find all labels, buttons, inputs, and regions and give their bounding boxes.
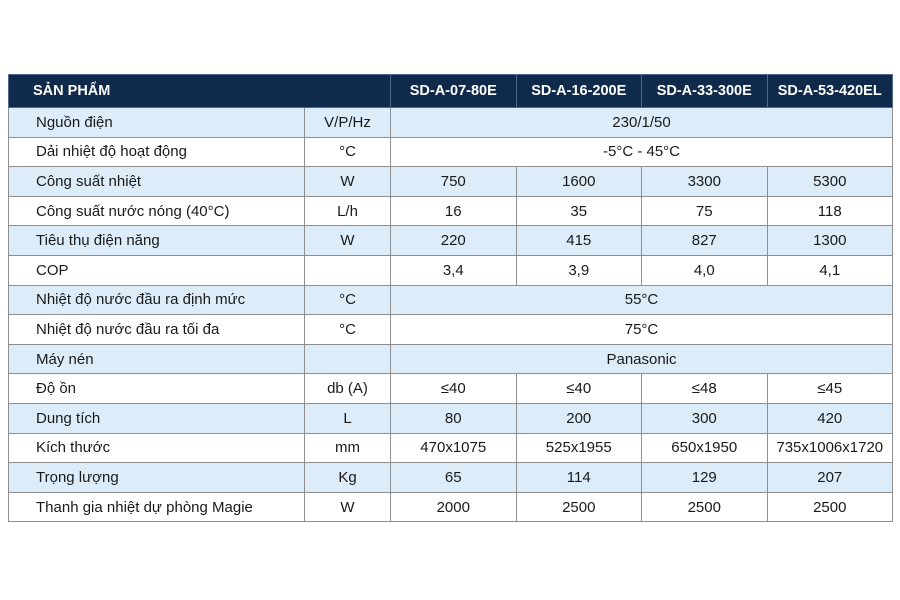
spec-merged-value-cell: 75°C [391,315,893,345]
spec-value-cell: 129 [642,463,768,493]
table-row [9,285,893,315]
spec-unit-cell: W [305,226,391,256]
spec-name-cell: Trọng lượng [9,463,305,493]
table-row [9,167,893,197]
spec-sheet [8,74,892,522]
spec-unit-cell: °C [305,137,391,167]
table-row [9,463,893,493]
header-row [9,75,893,108]
table-body [9,108,893,522]
spec-value-cell: ≤40 [391,374,517,404]
spec-value-cell: 220 [391,226,517,256]
spec-unit-cell: db (A) [305,374,391,404]
spec-merged-value-cell: Panasonic [391,344,893,374]
spec-unit-cell: L/h [305,196,391,226]
spec-unit-cell: °C [305,285,391,315]
spec-value-cell: 470x1075 [391,433,517,463]
spec-name-cell: Tiêu thụ điện năng [9,226,305,256]
spec-value-cell: 4,0 [642,255,768,285]
spec-name-cell: Kích thước [9,433,305,463]
header-model-3: SD-A-33-300E [642,75,768,108]
table-row [9,344,893,374]
spec-value-cell: 415 [516,226,642,256]
spec-value-cell: 750 [391,167,517,197]
table-row [9,108,893,138]
spec-name-cell: Độ ồn [9,374,305,404]
spec-value-cell: 75 [642,196,768,226]
table-row [9,315,893,345]
spec-value-cell: 3,9 [516,255,642,285]
spec-name-cell: Nhiệt độ nước đầu ra tối đa [9,315,305,345]
spec-value-cell: 2500 [767,492,893,522]
spec-value-cell: 80 [391,403,517,433]
spec-unit-cell: mm [305,433,391,463]
table-row [9,255,893,285]
spec-name-cell: Thanh gia nhiệt dự phòng Magie [9,492,305,522]
table-row [9,403,893,433]
header-model-4: SD-A-53-420EL [767,75,893,108]
spec-merged-value-cell: 230/1/50 [391,108,893,138]
spec-value-cell: 16 [391,196,517,226]
spec-value-cell: 525x1955 [516,433,642,463]
spec-value-cell: 207 [767,463,893,493]
spec-name-cell: Dung tích [9,403,305,433]
spec-name-cell: COP [9,255,305,285]
spec-name-cell: Dải nhiệt độ hoạt động [9,137,305,167]
spec-unit-cell [305,344,391,374]
spec-value-cell: 114 [516,463,642,493]
spec-value-cell: 118 [767,196,893,226]
spec-unit-cell [305,255,391,285]
spec-name-cell: Công suất nhiệt [9,167,305,197]
table-row [9,492,893,522]
spec-value-cell: 2500 [516,492,642,522]
spec-value-cell: 1300 [767,226,893,256]
spec-value-cell: 827 [642,226,768,256]
spec-unit-cell: W [305,167,391,197]
spec-unit-cell: °C [305,315,391,345]
spec-value-cell: 3300 [642,167,768,197]
spec-value-cell: ≤48 [642,374,768,404]
spec-value-cell: ≤45 [767,374,893,404]
spec-unit-cell: L [305,403,391,433]
spec-value-cell: 35 [516,196,642,226]
spec-merged-value-cell: 55°C [391,285,893,315]
spec-value-cell: 2500 [642,492,768,522]
spec-value-cell: ≤40 [516,374,642,404]
header-product-label: SẢN PHẨM [9,75,391,108]
spec-name-cell: Công suất nước nóng (40°C) [9,196,305,226]
table-header [9,75,893,108]
spec-name-cell: Nhiệt độ nước đầu ra định mức [9,285,305,315]
spec-name-cell: Nguồn điện [9,108,305,138]
spec-unit-cell: V/P/Hz [305,108,391,138]
spec-name-cell: Máy nén [9,344,305,374]
spec-value-cell: 200 [516,403,642,433]
spec-value-cell: 735x1006x1720 [767,433,893,463]
header-model-2: SD-A-16-200E [516,75,642,108]
spec-unit-cell: Kg [305,463,391,493]
spec-value-cell: 1600 [516,167,642,197]
table-row [9,137,893,167]
spec-value-cell: 2000 [391,492,517,522]
header-model-1: SD-A-07-80E [391,75,517,108]
table-row [9,433,893,463]
spec-value-cell: 4,1 [767,255,893,285]
spec-value-cell: 65 [391,463,517,493]
spec-unit-cell: W [305,492,391,522]
spec-value-cell: 3,4 [391,255,517,285]
spec-value-cell: 5300 [767,167,893,197]
spec-value-cell: 420 [767,403,893,433]
spec-value-cell: 300 [642,403,768,433]
table-row [9,196,893,226]
spec-table [8,74,893,522]
spec-value-cell: 650x1950 [642,433,768,463]
table-row [9,374,893,404]
table-row [9,226,893,256]
spec-merged-value-cell: -5°C - 45°C [391,137,893,167]
